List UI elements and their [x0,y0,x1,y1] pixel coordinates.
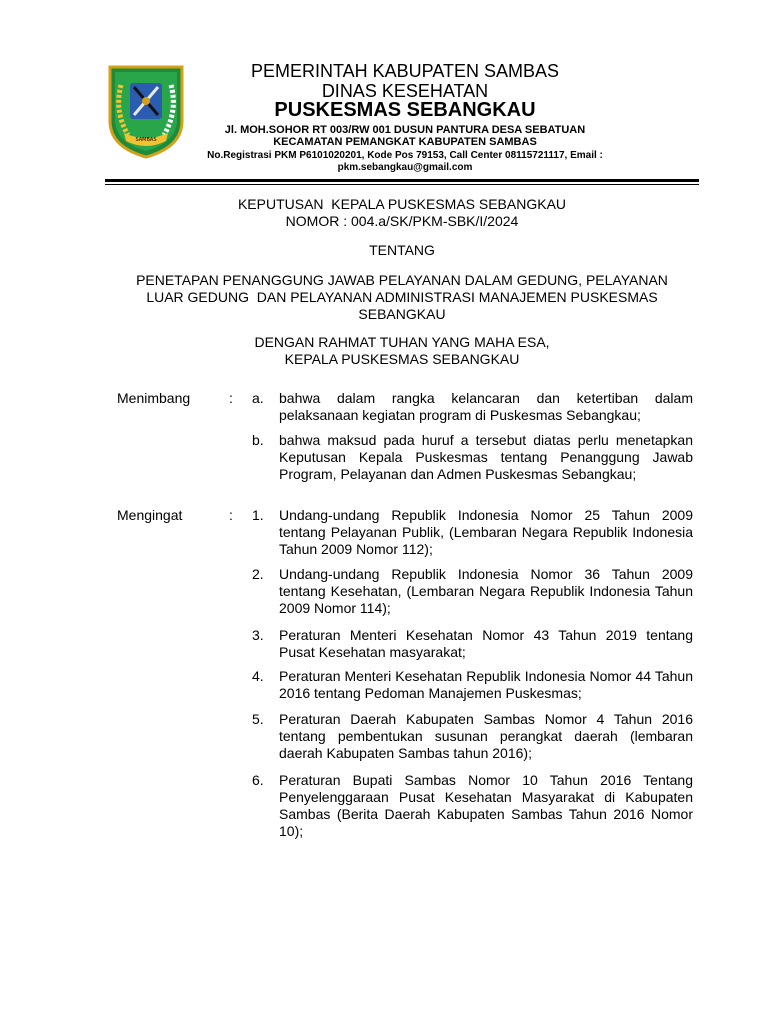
decree-subject [110,272,694,323]
government-name: PEMERINTAH KABUPATEN SAMBAS [250,61,560,81]
mengingat-marker-6: 6. [252,772,264,788]
decree-subject-line-3: SEBANGKAU [358,306,446,322]
menimbang-marker-a: a. [252,390,264,406]
mengingat-marker-3: 3. [252,627,264,643]
mengingat-label: Mengingat [117,507,183,523]
mengingat-marker-5: 5. [252,711,264,727]
menimbang-colon: : [229,390,233,406]
mengingat-item-3: Peraturan Menteri Kesehatan Nomor 43 Tahun 2019 tentang Pusat Kesehatan masyarakat; [279,627,693,660]
address-line-1: Jl. MOH.SOHOR RT 003/RW 001 DUSUN PANTURA DESA SEBATUAN [224,124,586,136]
letterhead-divider-thin [105,184,699,185]
decree-blessing-line-2: KEPALA PUSKESMAS SEBANGKAU [284,351,520,367]
decree-heading [110,196,694,230]
institution-name: PUSKESMAS SEBANGKAU [274,99,536,121]
decree-title: KEPUTUSAN KEPALA PUSKESMAS SEBANGKAU [237,196,567,212]
decree-number: NOMOR : 004.a/SK/PKM-SBK/I/2024 [285,213,519,229]
mengingat-marker-4: 4. [252,668,264,684]
decree-blessing-line-1: DENGAN RAHMAT TUHAN YANG MAHA ESA, [254,334,550,350]
department-name: DINAS KESEHATAN [321,81,489,101]
mengingat-item-1: Undang-undang Republik Indonesia Nomor 25 Tahun 2009 tentang Pelayanan Publik, (Lembaran Negara Republik Indonesia Tahun 2009 Nomor 112); [279,507,693,557]
decree-subject-line-1: PENETAPAN PENANGGUNG JAWAB PELAYANAN DALAM GEDUNG, PELAYANAN [136,272,668,288]
menimbang-marker-b: b. [252,432,264,448]
menimbang-label: Menimbang [117,390,191,406]
registration-line: No.Registrasi PKM P6101020201, Kode Pos 79153, Call Center 08115721117, Email : [207,150,603,161]
address-line-2: KECAMATAN PEMANGKAT KABUPATEN SAMBAS [273,136,537,148]
coat-of-arms-logo [104,63,188,159]
mengingat-item-6: Peraturan Bupati Sambas Nomor 10 Tahun 2016 Tentang Penyelenggaraan Pusat Kesehatan Masyarakat di Kabupaten Sambas (Berita Daerah Kabupaten Sambas Tahun 2016 Nomor 10); [279,772,693,839]
mengingat-item-4: Peraturan Menteri Kesehatan Republik Indonesia Nomor 44 Tahun 2016 tentang Pedoman Manajemen Puskesmas; [279,668,693,701]
decree-subject-line-2: LUAR GEDUNG DAN PELAYANAN ADMINISTRASI MANAJEMEN PUSKESMAS [146,289,658,305]
mengingat-colon: : [229,507,233,523]
menimbang-item-b: bahwa maksud pada huruf a tersebut diatas perlu menetapkan Keputusan Kepala Puskesmas tentang Penanggung Jawab Program, Pelayanan dan Admen Puskesmas Sebangkau; [279,432,693,482]
decree-blessing [110,334,694,368]
mengingat-marker-1: 1. [252,507,264,523]
decree-about: TENTANG [369,242,435,258]
logo-ribbon-text: SAMBAS [135,137,157,143]
letterhead-divider-thick [105,179,699,182]
mengingat-item-5: Peraturan Daerah Kabupaten Sambas Nomor 4 Tahun 2016 tentang pembentukan susunan perangkat daerah (lembaran daerah Kabupaten Sambas tahun 2016); [279,711,693,761]
menimbang-item-a: bahwa dalam rangka kelancaran dan ketertiban dalam pelaksanaan kegiatan program di Puskesmas Sebangkau; [279,390,693,423]
mengingat-item-2: Undang-undang Republik Indonesia Nomor 36 Tahun 2009 tentang Kesehatan, (Lembaran Negara Republik Indonesia Tahun 2009 Nomor 114); [279,566,693,616]
mengingat-marker-2: 2. [252,566,264,582]
email-line: pkm.sebangkau@gmail.com [337,162,473,173]
